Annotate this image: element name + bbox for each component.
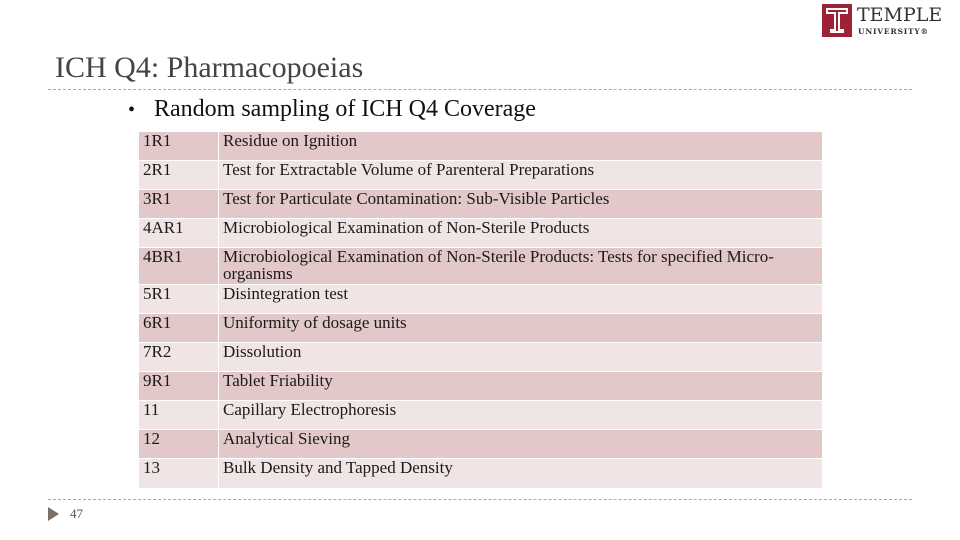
topic-cell: Capillary Electrophoresis [219, 401, 823, 430]
guideline-code-cell: 13 [139, 459, 219, 488]
guideline-code-cell: 7R2 [139, 343, 219, 372]
bullet-text: Random sampling of ICH Q4 Coverage [154, 96, 536, 122]
topic-cell: Analytical Sieving [219, 430, 823, 459]
table-row [139, 401, 823, 430]
bullet-point [128, 94, 536, 125]
guideline-code-cell: 3R1 [139, 190, 219, 219]
footer-divider [48, 499, 912, 500]
logo-subtext: UNIVERSITY® [858, 27, 929, 36]
table-row [139, 430, 823, 459]
guideline-code-cell: 4AR1 [139, 219, 219, 248]
guideline-code-cell: 1R1 [139, 132, 219, 161]
table-row [139, 219, 823, 248]
page-number: 47 [70, 506, 83, 521]
topic-cell: Uniformity of dosage units [219, 314, 823, 343]
play-arrow-icon [48, 507, 59, 521]
table-row [139, 285, 823, 314]
table-row [139, 372, 823, 401]
topic-cell: Disintegration test [219, 285, 823, 314]
table-row [139, 190, 823, 219]
table-row [139, 161, 823, 190]
guideline-code-cell: 12 [139, 430, 219, 459]
topic-cell: Dissolution [219, 343, 823, 372]
guideline-code-cell: 4BR1 [139, 248, 219, 285]
topic-cell: Tablet Friability [219, 372, 823, 401]
table-row [139, 459, 823, 488]
table-row [139, 132, 823, 161]
table-row [139, 314, 823, 343]
topic-cell: Microbiological Examination of Non-Sterile Products [219, 219, 823, 248]
topic-cell: Bulk Density and Tapped Density [219, 459, 823, 488]
topic-cell: Test for Particulate Contamination: Sub-Visible Particles [219, 190, 823, 219]
guideline-code-cell: 2R1 [139, 161, 219, 190]
topic-cell: Test for Extractable Volume of Parenteral Preparations [219, 161, 823, 190]
guideline-code-cell: 5R1 [139, 285, 219, 314]
table-row [139, 343, 823, 372]
bullet-icon: • [128, 99, 136, 121]
topic-cell: Residue on Ignition [219, 132, 823, 161]
slide-title: ICH Q4: Pharmacopoeias [55, 51, 364, 84]
guideline-code-cell: 6R1 [139, 314, 219, 343]
table-row [139, 248, 823, 285]
guideline-code-cell: 9R1 [139, 372, 219, 401]
topic-cell: Microbiological Examination of Non-Sterile Products: Tests for specified Micro-organisms [219, 248, 823, 285]
temple-university-logo [822, 4, 948, 40]
guideline-code-cell: 11 [139, 401, 219, 430]
logo-wordmark: TEMPLE [857, 4, 943, 26]
title-divider [48, 89, 912, 90]
coverage-table [138, 131, 822, 488]
temple-t-logo-icon [822, 4, 852, 37]
